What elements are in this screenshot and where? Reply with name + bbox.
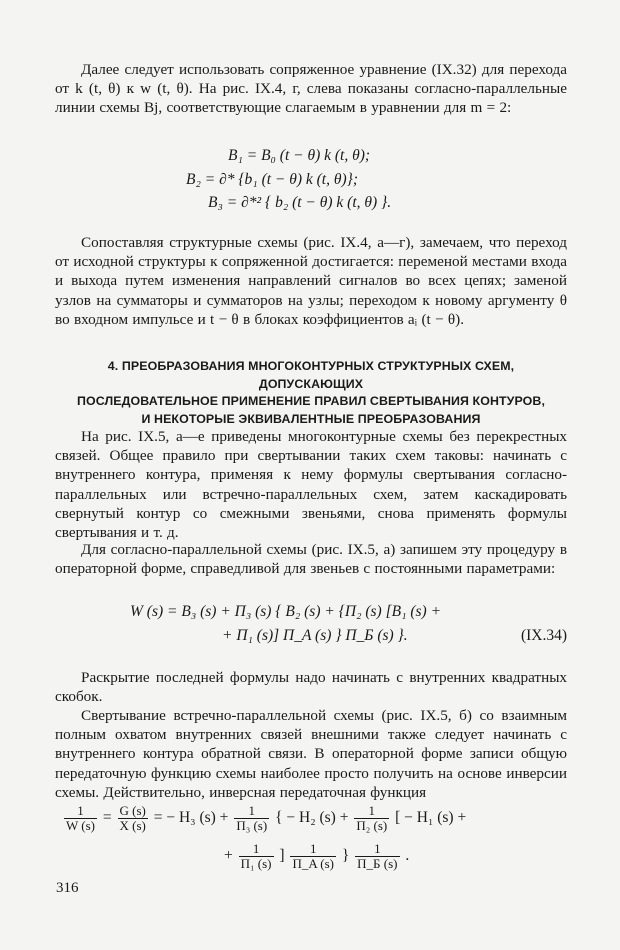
heading-line: 4. ПРЕОБРАЗОВАНИЯ МНОГОКОНТУРНЫХ СТРУКТУРНЫХ СХЕМ, ДОПУСКАЮЩИХ xyxy=(107,359,515,391)
equation-line: B₃ = ∂*² { b₂ (t − θ) k (t, θ) }. xyxy=(208,194,392,211)
paragraph-6: Свертывание встречно-параллельной схемы (рис. IX.5, б) со взаимным полным охватом внутренних связей внешними также следует начинать с внутреннего контура обратной связи. В операторной форме записи общую передаточную функцию схемы наиболее просто получить на основе инверсии схемы. Действительно, инверсная передаточная функция xyxy=(55,707,567,801)
equation-number: (IX.34) xyxy=(520,627,567,644)
equation-line: + $\frac{1}{\text{Π₁ (s)}}$ ] $\frac{1}{\Pi\_A (s)}$ } $\frac{1}{\Pi\_Б (s)}$ . xyxy=(224,841,410,871)
paragraph-1: Далее следует использовать сопряженное уравнение (IX.32) для перехода от k (t, θ) к w (t, θ). На рис. IX.4, г, слева показаны согласно-параллельные линии схемы Bj, соответствующие слагаемым в уравнении для m = 2: xyxy=(55,61,567,117)
equation-line: W (s) = B₃ (s) + Π₃ (s) { B₂ (s) + {Π₂ (s) [B₁ (s) + xyxy=(130,603,442,620)
paragraph-3: На рис. IX.5, а—е приведены многоконтурные схемы без перекрестных связей. Общее правило при свертывании таких схем таковы: начинать с внутреннего контура, применяя к нему формулы свертывания согласно-параллельных или встречно-параллельных схем, затем каскадировать свернутый контур со смежными звеньями, снова применять формулы свертывания и т. д. xyxy=(55,428,567,542)
page-number: 316 xyxy=(56,880,79,896)
paragraph-2: Сопоставляя структурные схемы (рис. IX.4, а—г), замечаем, что переход от исходной структуры к сопряженной достигается: переменой местами входа и выхода путем изменения направлений сигналов во всех цепях; заменой узлов на сумматоры и сумматоров на узлы; переходом к новому аргументу θ во входном импульсе и t − θ в блоках коэффициентов aᵢ (t − θ). xyxy=(55,234,567,328)
paragraph-5: Раскрытие последней формулы надо начинать с внутренних квадратных скобок. xyxy=(55,669,567,706)
fraction: $\frac{1}{W (s)}$ xyxy=(66,803,96,833)
equation-line: B₁ = B₀ (t − θ) k (t, θ); xyxy=(228,147,371,164)
paragraph-4: Для согласно-параллельной схемы (рис. IX.5, а) запишем эту процедуру в операторной форме, справедливой для звеньев с постоянными параметрами: xyxy=(55,541,567,578)
heading-line: ПОСЛЕДОВАТЕЛЬНОЕ ПРИМЕНЕНИЕ ПРАВИЛ СВЕРТЫВАНИЯ КОНТУРОВ, xyxy=(76,394,546,408)
fraction: $\frac{1}{\Pi\_A (s)}$ xyxy=(292,841,334,871)
fraction: $\frac{1}{\text{Π₂ (s)}}$ xyxy=(356,803,388,833)
heading-line: И НЕКОТОРЫЕ ЭКВИВАЛЕНТНЫЕ ПРЕОБРАЗОВАНИЯ xyxy=(141,411,481,426)
fraction: $\frac{1}{\text{Π₁ (s)}}$ xyxy=(240,841,272,871)
fraction: $\frac{1}{\text{Π₃ (s)}}$ xyxy=(236,803,268,833)
equation-line: B₂ = ∂* {b₁ (t − θ) k (t, θ)}; xyxy=(186,171,358,188)
equation-line: $\frac{1}{W (s)}$ = $\frac{G (s)}{X (s)}$ = − H₃ (s) + $\frac{1}{\text{Π₃ (s)}}$ { − H₂ (s) + $\frac{1}{\text{Π₂ (s)}}$ [ − H₁ (s) + xyxy=(66,803,467,833)
equation-line: + Π₁ (s)] Π_A (s) } Π_Б (s) }. xyxy=(222,627,408,644)
section-heading xyxy=(55,358,567,428)
fraction: $\frac{G (s)}{X (s)}$ xyxy=(119,803,146,833)
fraction: $\frac{1}{\Pi\_Б (s)}$ xyxy=(357,841,398,871)
